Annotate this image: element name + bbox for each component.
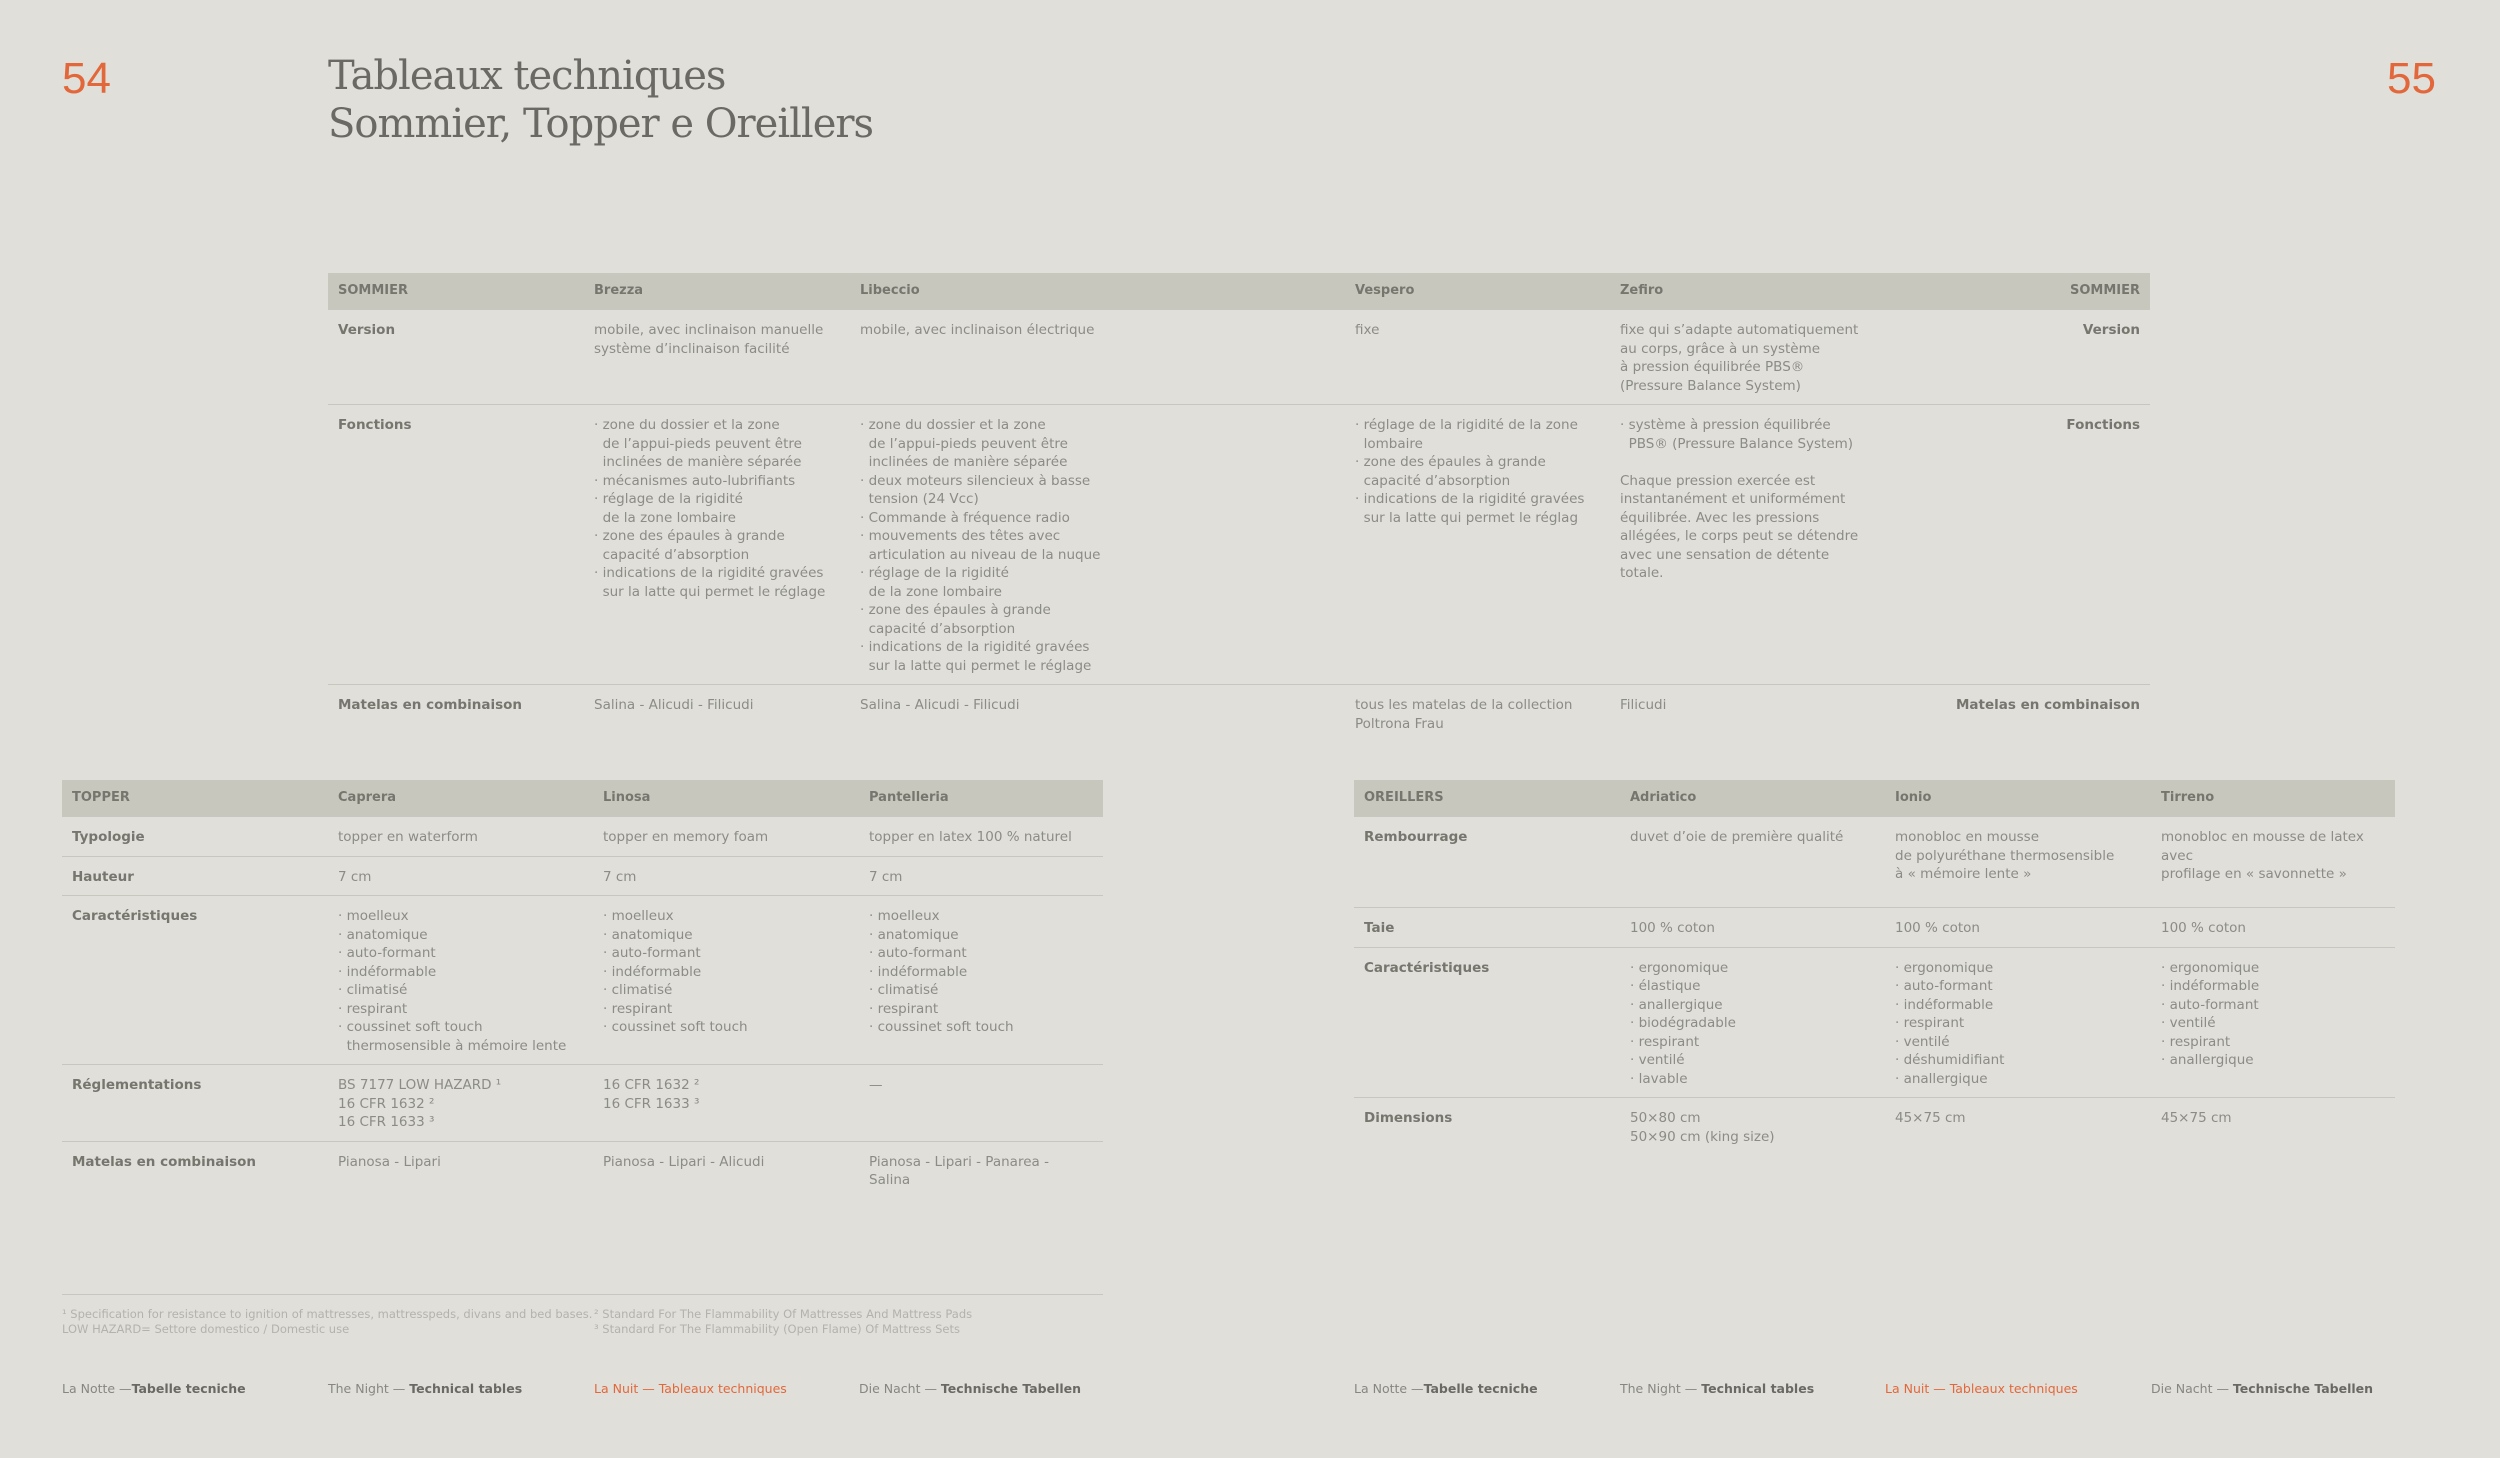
table-cell: Filicudi bbox=[1620, 697, 1667, 713]
table-header bbox=[62, 780, 1103, 817]
table-cell: · moelleux · anatomique · auto-formant · indéformable · climatisé · respirant · coussinet soft touch bbox=[869, 908, 1014, 1035]
table-cell: · moelleux · anatomique · auto-formant · indéformable · climatisé · respirant · coussinet soft touch thermosensible à mémoire lente bbox=[338, 908, 567, 1054]
header-cell: Linosa bbox=[603, 790, 651, 806]
footer-link-de-left[interactable] bbox=[859, 1381, 1081, 1396]
table-cell: fixe bbox=[1355, 322, 1380, 338]
table-cell: 7 cm bbox=[869, 868, 903, 885]
table-cell: · ergonomique · indéformable · auto-formant · ventilé · respirant · anallergique bbox=[2161, 959, 2260, 1068]
footer-link-text: La Nuit — Tableaux techniques bbox=[1885, 1381, 2078, 1396]
row-label-right: Version bbox=[2082, 322, 2140, 338]
table-cell: · zone du dossier et la zone de l’appui-pieds peuvent être inclinées de manière séparée · mécanismes auto-lubrifiants · réglage de la rigidité de la zone lombaire · zone des épaules à grande capacité d’absorption · indications de la rigidité gravées sur la latte qui permet le réglage bbox=[594, 417, 826, 600]
footer-link-bold: Technische Tabellen bbox=[940, 1381, 1082, 1396]
table-row bbox=[1354, 817, 2395, 908]
table-cell: monobloc en mousse de polyuréthane thermosensible à « mémoire lente » bbox=[1895, 829, 2115, 882]
row-label: Typologie bbox=[72, 829, 145, 845]
table-row bbox=[62, 857, 1103, 897]
table-row bbox=[62, 896, 1103, 1065]
table-row bbox=[328, 685, 2150, 742]
page-number-left: 54 bbox=[62, 54, 111, 103]
footer-link-text: Die Nacht — bbox=[2151, 1381, 2233, 1396]
row-label: Version bbox=[338, 322, 396, 338]
table-cell: fixe qui s’adapte automatiquement au corps, grâce à un système à pression équilibrée PBS® (Pressure Balance System) bbox=[1620, 322, 1859, 394]
table-header bbox=[1354, 780, 2395, 817]
header-cell: TOPPER bbox=[72, 790, 130, 806]
header-cell: Adriatico bbox=[1630, 790, 1697, 806]
table-cell: Salina - Alicudi - Filicudi bbox=[594, 697, 754, 713]
table-cell: · moelleux · anatomique · auto-formant · indéformable · climatisé · respirant · coussinet soft touch bbox=[603, 908, 748, 1035]
footer-link-text: The Night — bbox=[1620, 1381, 1702, 1396]
footer-link-bold: Technical tables bbox=[409, 1381, 523, 1396]
row-label-right: Matelas en combinaison bbox=[1956, 697, 2140, 713]
row-label: Dimensions bbox=[1364, 1110, 1453, 1126]
table-cell: · ergonomique · élastique · anallergique · biodégradable · respirant · ventilé · lavable bbox=[1630, 959, 1736, 1087]
table-row bbox=[1354, 908, 2395, 948]
table-row bbox=[62, 1065, 1103, 1142]
table-cell: Pianosa - Lipari - Alicudi bbox=[603, 1153, 765, 1170]
table-cell: Salina - Alicudi - Filicudi bbox=[860, 697, 1020, 713]
footer-link-text: La Nuit — Tableaux techniques bbox=[594, 1381, 787, 1396]
table-cell: topper en waterform bbox=[338, 829, 478, 845]
table-cell: monobloc en mousse de latex avec profilage en « savonnette » bbox=[2161, 829, 2364, 882]
footer-link-text: The Night — bbox=[328, 1381, 410, 1396]
header-cell: Tirreno bbox=[2161, 790, 2215, 806]
header-cell: Zefiro bbox=[1620, 283, 1664, 299]
header-cell: SOMMIER bbox=[338, 283, 409, 299]
table-cell: 100 % coton bbox=[1630, 920, 1715, 936]
table-cell: Pianosa - Lipari - Panarea - Salina bbox=[869, 1153, 1054, 1188]
row-label: Rembourrage bbox=[1364, 829, 1468, 845]
footnote-right: ² Standard For The Flammability Of Mattresses And Mattress Pads ³ Standard For The Flammability (Open Flame) Of Mattress Sets bbox=[594, 1307, 973, 1336]
table-row bbox=[328, 405, 2150, 685]
footer-link-bold: Technical tables bbox=[1701, 1381, 1815, 1396]
table-row bbox=[62, 817, 1103, 857]
page-number-right: 55 bbox=[2387, 54, 2436, 103]
oreillers-table bbox=[1354, 780, 2395, 1155]
table-cell: topper en latex 100 % naturel bbox=[869, 829, 1072, 845]
table-cell: mobile, avec inclinaison électrique bbox=[860, 322, 1095, 338]
table-cell: Pianosa - Lipari bbox=[338, 1153, 441, 1170]
footnote-divider bbox=[62, 1294, 1103, 1295]
row-label: Taie bbox=[1364, 920, 1395, 936]
footer-link-text: La Notte — bbox=[1354, 1381, 1424, 1396]
table-cell: mobile, avec inclinaison manuelle système d’inclinaison facilité bbox=[594, 322, 824, 357]
footer-link-en-left[interactable] bbox=[328, 1381, 522, 1396]
table-cell: tous les matelas de la collection Poltrona Frau bbox=[1355, 697, 1573, 732]
row-label: Caractéristiques bbox=[1364, 959, 1490, 976]
header-cell: Pantelleria bbox=[869, 790, 949, 806]
table-cell: 100 % coton bbox=[2161, 920, 2246, 936]
table-row bbox=[1354, 1098, 2395, 1155]
header-cell: Brezza bbox=[594, 283, 644, 299]
table-cell: 7 cm bbox=[603, 868, 637, 885]
table-cell: 7 cm bbox=[338, 868, 372, 885]
header-cell: Libeccio bbox=[860, 283, 920, 299]
footer-link-de-right[interactable] bbox=[2151, 1381, 2373, 1396]
title-line-2: Sommier, Topper e Oreillers bbox=[328, 101, 874, 147]
footer-link-it-right[interactable] bbox=[1354, 1381, 1538, 1396]
footer-link-text: La Notte — bbox=[62, 1381, 132, 1396]
table-cell: · réglage de la rigidité de la zone lombaire · zone des épaules à grande capacité d’absorption · indications de la rigidité gravées sur la latte qui permet le réglag bbox=[1355, 417, 1585, 526]
row-label-right: Fonctions bbox=[2066, 417, 2140, 433]
table-cell: · système à pression équilibrée PBS® (Pressure Balance System) Chaque pression exercée est instantanément et uniformément équilibrée. Avec les pressions allégées, le corps peut se détendre avec une sensation de détente totale. bbox=[1620, 417, 1859, 581]
table-cell: topper en memory foam bbox=[603, 829, 769, 845]
footer-link-bold: Tabelle tecniche bbox=[131, 1381, 246, 1396]
footer-link-it-left[interactable] bbox=[62, 1381, 246, 1396]
table-cell: 45×75 cm bbox=[2161, 1110, 2232, 1126]
header-cell: SOMMIER bbox=[2069, 283, 2140, 299]
header-cell: Caprera bbox=[338, 790, 397, 806]
header-cell: Vespero bbox=[1355, 283, 1415, 299]
table-header bbox=[328, 273, 2150, 310]
row-label: Hauteur bbox=[72, 868, 134, 885]
row-label: Matelas en combinaison bbox=[72, 1153, 256, 1170]
footer-link-bold: Technische Tabellen bbox=[2232, 1381, 2374, 1396]
table-cell: BS 7177 LOW HAZARD ¹ 16 CFR 1632 ² 16 CFR 1633 ³ bbox=[338, 1077, 502, 1130]
table-cell: — bbox=[869, 1077, 883, 1093]
header-cell: OREILLERS bbox=[1364, 790, 1444, 806]
footer-link-fr-left[interactable] bbox=[594, 1381, 787, 1396]
row-label: Fonctions bbox=[338, 417, 412, 433]
table-cell: 100 % coton bbox=[1895, 920, 1980, 936]
row-label: Caractéristiques bbox=[72, 908, 198, 924]
table-cell: · ergonomique · auto-formant · indéformable · respirant · ventilé · déshumidifiant · anallergique bbox=[1895, 959, 2005, 1087]
topper-table bbox=[62, 780, 1103, 1199]
header-cell: Ionio bbox=[1895, 790, 1932, 806]
table-row bbox=[328, 310, 2150, 405]
page-title bbox=[328, 52, 873, 148]
table-cell: duvet d’oie de première qualité bbox=[1630, 829, 1844, 845]
row-label: Matelas en combinaison bbox=[338, 697, 522, 713]
footer-link-bold: Tabelle tecniche bbox=[1423, 1381, 1538, 1396]
sommier-table bbox=[328, 273, 2150, 742]
table-cell: 50×80 cm 50×90 cm (king size) bbox=[1630, 1110, 1775, 1145]
footer-link-fr-right[interactable] bbox=[1885, 1381, 2078, 1396]
footnote-left: ¹ Specification for resistance to ignition of mattresses, mattresspeds, divans and bed bases. LOW HAZARD= Settore domestico / Domestic use bbox=[62, 1307, 593, 1336]
table-cell: · zone du dossier et la zone de l’appui-pieds peuvent être inclinées de manière séparée · deux moteurs silencieux à basse tension (24 Vcc) · Commande à fréquence radio · mouvements des têtes avec articulation au niveau de la nuque · réglage de la rigidité de la zone lombaire · zone des épaules à grande capacité d’absorption · indications de la rigidité gravées sur la latte qui permet le réglage bbox=[860, 417, 1101, 674]
table-row bbox=[62, 1142, 1103, 1199]
row-label: Réglementations bbox=[72, 1077, 202, 1093]
footer-link-en-right[interactable] bbox=[1620, 1381, 1814, 1396]
table-row bbox=[1354, 948, 2395, 1099]
table-cell: 45×75 cm bbox=[1895, 1110, 1966, 1126]
table-cell: 16 CFR 1632 ² 16 CFR 1633 ³ bbox=[603, 1077, 700, 1112]
title-line-1: Tableaux techniques bbox=[328, 53, 726, 99]
footer-link-text: Die Nacht — bbox=[859, 1381, 941, 1396]
